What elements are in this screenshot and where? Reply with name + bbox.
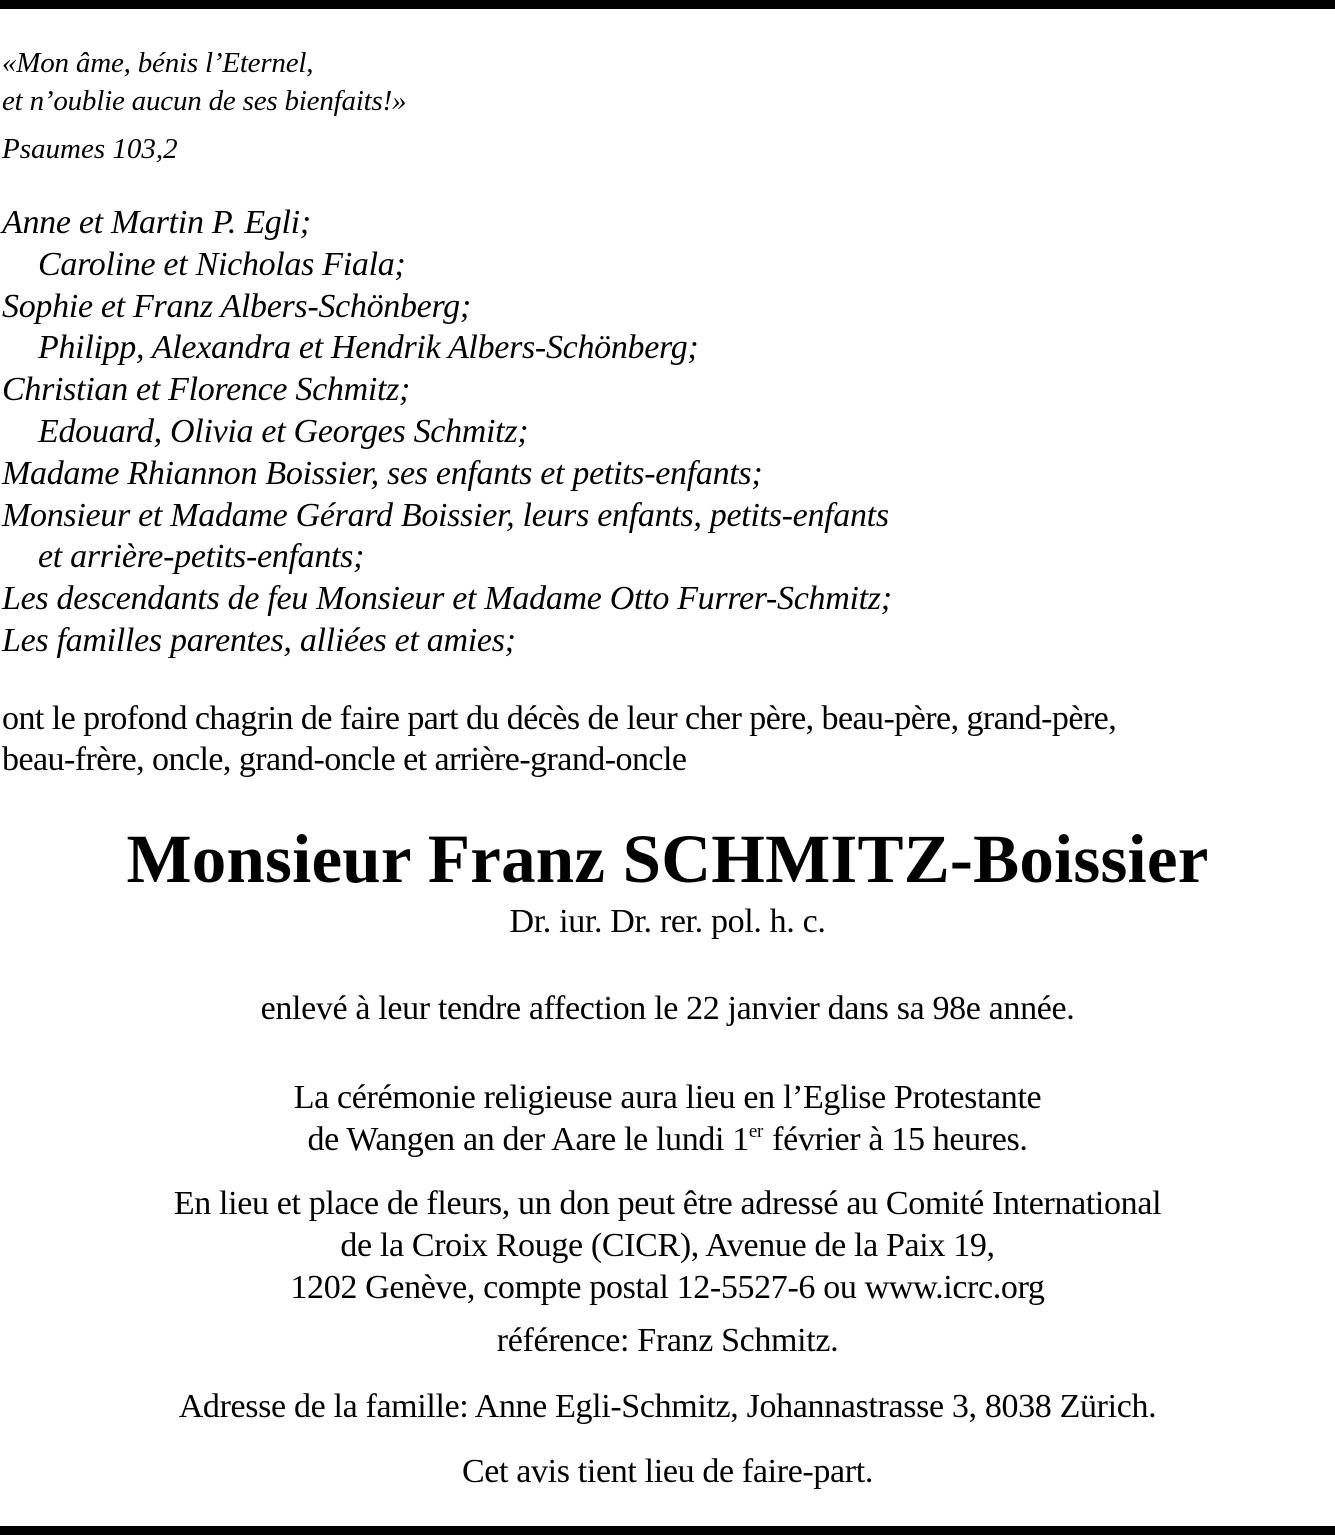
verse-line: «Mon âme, bénis l’Eternel,	[2, 47, 314, 79]
family-line: Madame Rhiannon Boissier, ses enfants et petits-enfants;	[2, 454, 763, 492]
bottom-rule	[0, 1526, 1335, 1535]
family-address: Adresse de la famille: Anne Egli-Schmitz, Johannastrasse 3, 8038 Zürich.	[178, 1388, 1157, 1425]
family-line: et arrière-petits-enfants;	[38, 538, 365, 576]
family-line: Anne et Martin P. Egli;	[2, 204, 311, 241]
family-line: Edouard, Olivia et Georges Schmitz;	[38, 412, 529, 450]
intro-line: ont le profond chagrin de faire part du décès de leur cher père, beau-père, grand-père,	[2, 700, 1117, 737]
donation-info	[0, 1183, 1335, 1309]
family-line: Les descendants de feu Monsieur et Madame Otto Furrer-Schmitz;	[2, 580, 892, 618]
intro-line: beau-frère, oncle, grand-oncle et arrière-grand-oncle	[2, 741, 687, 778]
ceremony-line: La cérémonie religieuse aura lieu en l’Eglise Protestante	[293, 1079, 1042, 1116]
announcement-intro	[2, 698, 1116, 780]
verse-reference: Psaumes 103,2	[2, 133, 178, 165]
family-line: Caroline et Nicholas Fiala;	[38, 245, 406, 283]
bible-verse	[2, 44, 406, 120]
family-line: Philipp, Alexandra et Hendrik Albers-Schönberg;	[38, 329, 699, 367]
donation-line: 1202 Genève, compte postal 12-5527-6 ou www.icrc.org	[290, 1269, 1045, 1306]
ordinal-suffix: er	[748, 1121, 763, 1142]
donation-reference: référence: Franz Schmitz.	[496, 1322, 839, 1359]
family-list	[2, 202, 892, 662]
ceremony-date-text: de Wangen an der Aare le lundi 1	[307, 1121, 749, 1158]
deceased-name: Monsieur Franz SCHMITZ-Boissier	[126, 821, 1209, 897]
deceased-titles: Dr. iur. Dr. rer. pol. h. c.	[509, 903, 826, 940]
ceremony-time-text: février à 15 heures.	[763, 1121, 1028, 1158]
family-line: Monsieur et Madame Gérard Boissier, leurs enfants, petits-enfants	[2, 496, 889, 534]
ceremony-line	[0, 1119, 1335, 1161]
family-line: Christian et Florence Schmitz;	[2, 371, 411, 409]
top-rule	[0, 0, 1335, 9]
donation-line: En lieu et place de fleurs, un don peut être adressé au Comité International	[173, 1185, 1162, 1222]
family-line: Sophie et Franz Albers-Schönberg;	[2, 287, 471, 325]
closing-note: Cet avis tient lieu de faire-part.	[461, 1453, 874, 1490]
family-line: Les familles parentes, alliées et amies;	[2, 621, 516, 659]
verse-line: et n’oublie aucun de ses bienfaits!»	[2, 85, 407, 117]
ceremony-info	[0, 1077, 1335, 1161]
death-notice: enlevé à leur tendre affection le 22 janvier dans sa 98e année.	[260, 990, 1075, 1027]
donation-line: de la Croix Rouge (CICR), Avenue de la Paix 19,	[340, 1227, 995, 1264]
